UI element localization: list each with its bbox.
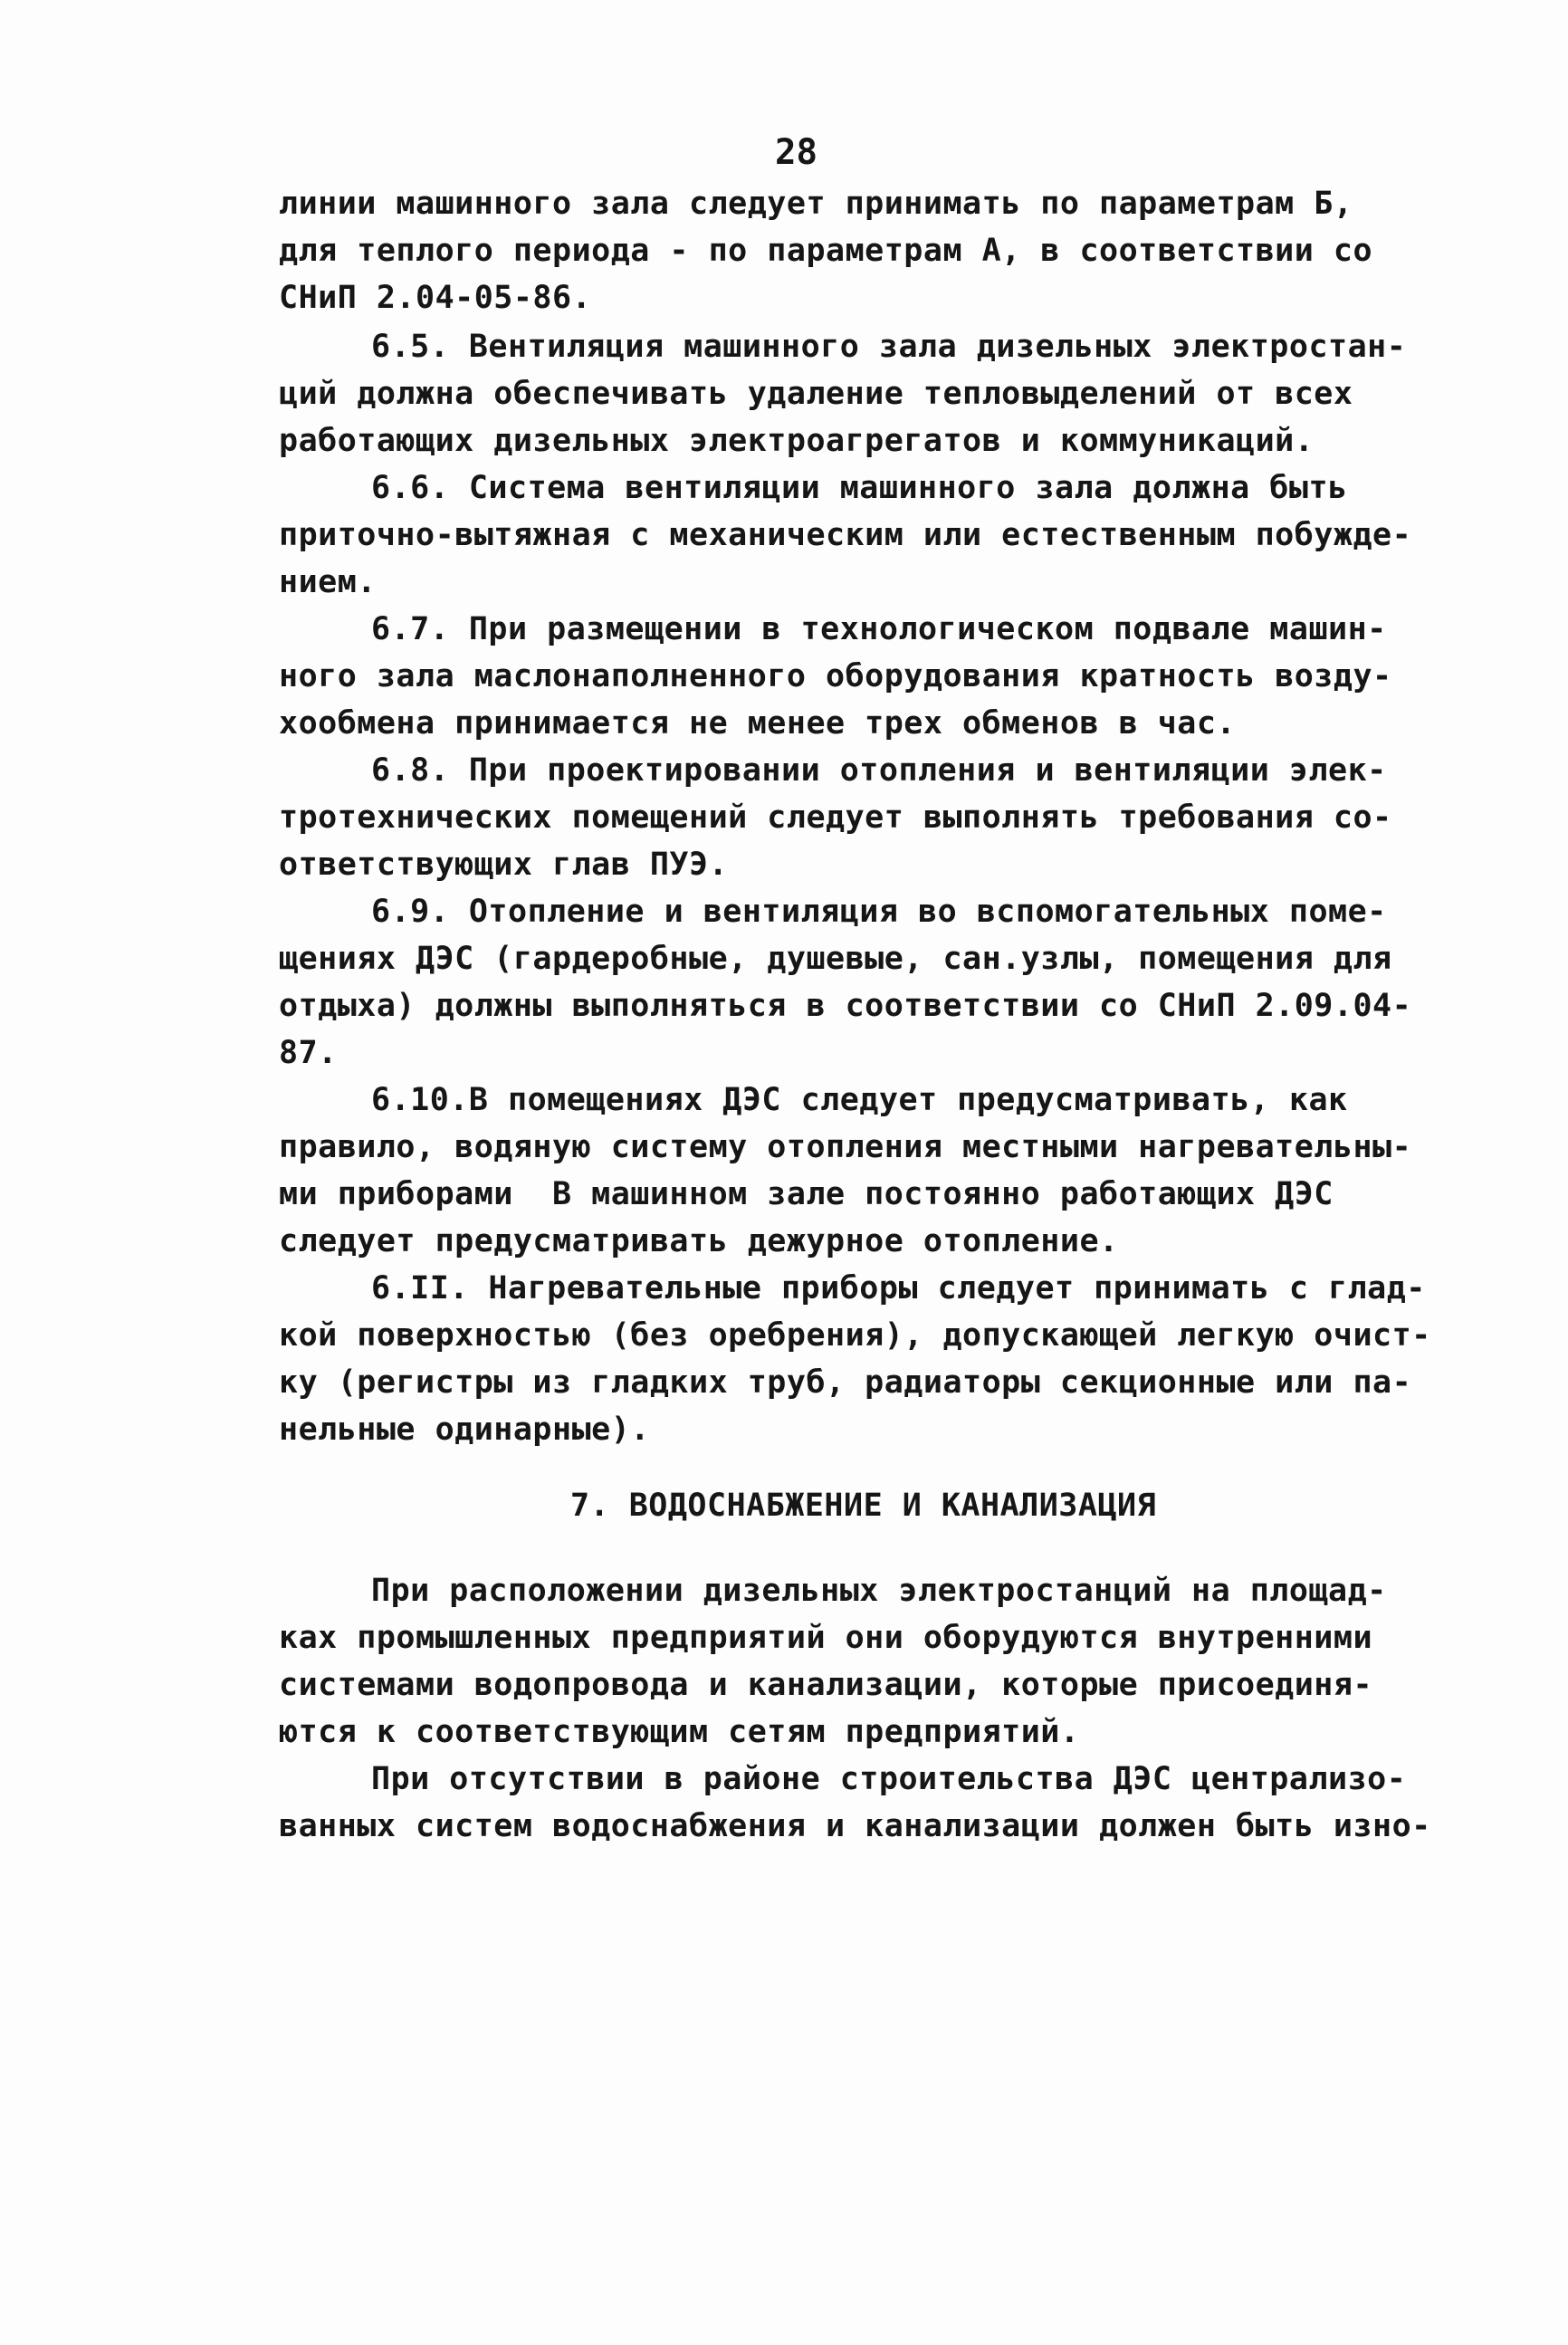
- text-line: ного зала маслонаполненного оборудования кратность возду-: [279, 658, 1392, 694]
- section-heading: 7. ВОДОСНАБЖЕНИЕ И КАНАЛИЗАЦИЯ: [570, 1488, 1157, 1524]
- paragraph-6-7: 6.7. При размещении в технологическом подвале машин-: [371, 611, 1387, 647]
- text-line: СНиП 2.04-05-86.: [279, 280, 592, 316]
- page-number: 28: [775, 132, 817, 173]
- text-line: ются к соответствующим сетям предприятий.: [279, 1714, 1080, 1750]
- text-line: нием.: [279, 564, 377, 600]
- paragraph-6-6: 6.6. Система вентиляции машинного зала должна быть: [371, 470, 1348, 506]
- text-line: ми приборами В машинном зале постоянно работающих ДЭС: [279, 1176, 1334, 1212]
- text-line: линии машинного зала следует принимать по параметрам Б,: [279, 186, 1353, 222]
- text-line: правило, водяную систему отопления местными нагревательны-: [279, 1129, 1412, 1165]
- text-line: ках промышленных предприятий они оборудуются внутренними: [279, 1620, 1373, 1656]
- text-line: приточно-вытяжная с механическим или естественным побужде-: [279, 517, 1412, 553]
- text-line: следует предусматривать дежурное отопление.: [279, 1223, 1119, 1259]
- text-line: 87.: [279, 1035, 338, 1071]
- text-line: щениях ДЭС (гардеробные, душевые, сан.узлы, помещения для: [279, 941, 1392, 977]
- text-line: кой поверхностью (без оребрения), допускающей легкую очист-: [279, 1317, 1431, 1354]
- text-line: ций должна обеспечивать удаление тепловыделений от всех: [279, 376, 1353, 412]
- paragraph-7-2: При отсутствии в районе строительства ДЭС централизо-: [371, 1761, 1407, 1797]
- text-line: для теплого периода - по параметрам А, в соответствии со: [279, 233, 1373, 269]
- text-line: тротехнических помещений следует выполнять требования со-: [279, 799, 1392, 836]
- text-line: ответствующих глав ПУЭ.: [279, 847, 729, 883]
- text-line: нельные одинарные).: [279, 1412, 650, 1448]
- paragraph-6-8: 6.8. При проектировании отопления и вентиляции элек-: [371, 752, 1387, 789]
- text-line: ку (регистры из гладких труб, радиаторы секционные или па-: [279, 1364, 1412, 1401]
- paragraph-6-5: 6.5. Вентиляция машинного зала дизельных электростан-: [371, 329, 1407, 365]
- paragraph-6-9: 6.9. Отопление и вентиляция во вспомогательных поме-: [371, 894, 1387, 930]
- text-line: системами водопровода и канализации, которые присоединя-: [279, 1667, 1373, 1703]
- text-line: хообмена принимается не менее трех обменов в час.: [279, 705, 1237, 742]
- text-line: ванных систем водоснабжения и канализации должен быть изно-: [279, 1808, 1431, 1844]
- paragraph-6-11: 6.II. Нагревательные приборы следует принимать с глад-: [371, 1270, 1426, 1306]
- paragraph-7-1: При расположении дизельных электростанций на площад-: [371, 1573, 1387, 1609]
- paragraph-6-10: 6.10.В помещениях ДЭС следует предусматривать, как: [371, 1082, 1348, 1118]
- text-line: работающих дизельных электроагрегатов и коммуникаций.: [279, 423, 1315, 459]
- text-line: отдыха) должны выполняться в соответствии со СНиП 2.09.04-: [279, 988, 1412, 1024]
